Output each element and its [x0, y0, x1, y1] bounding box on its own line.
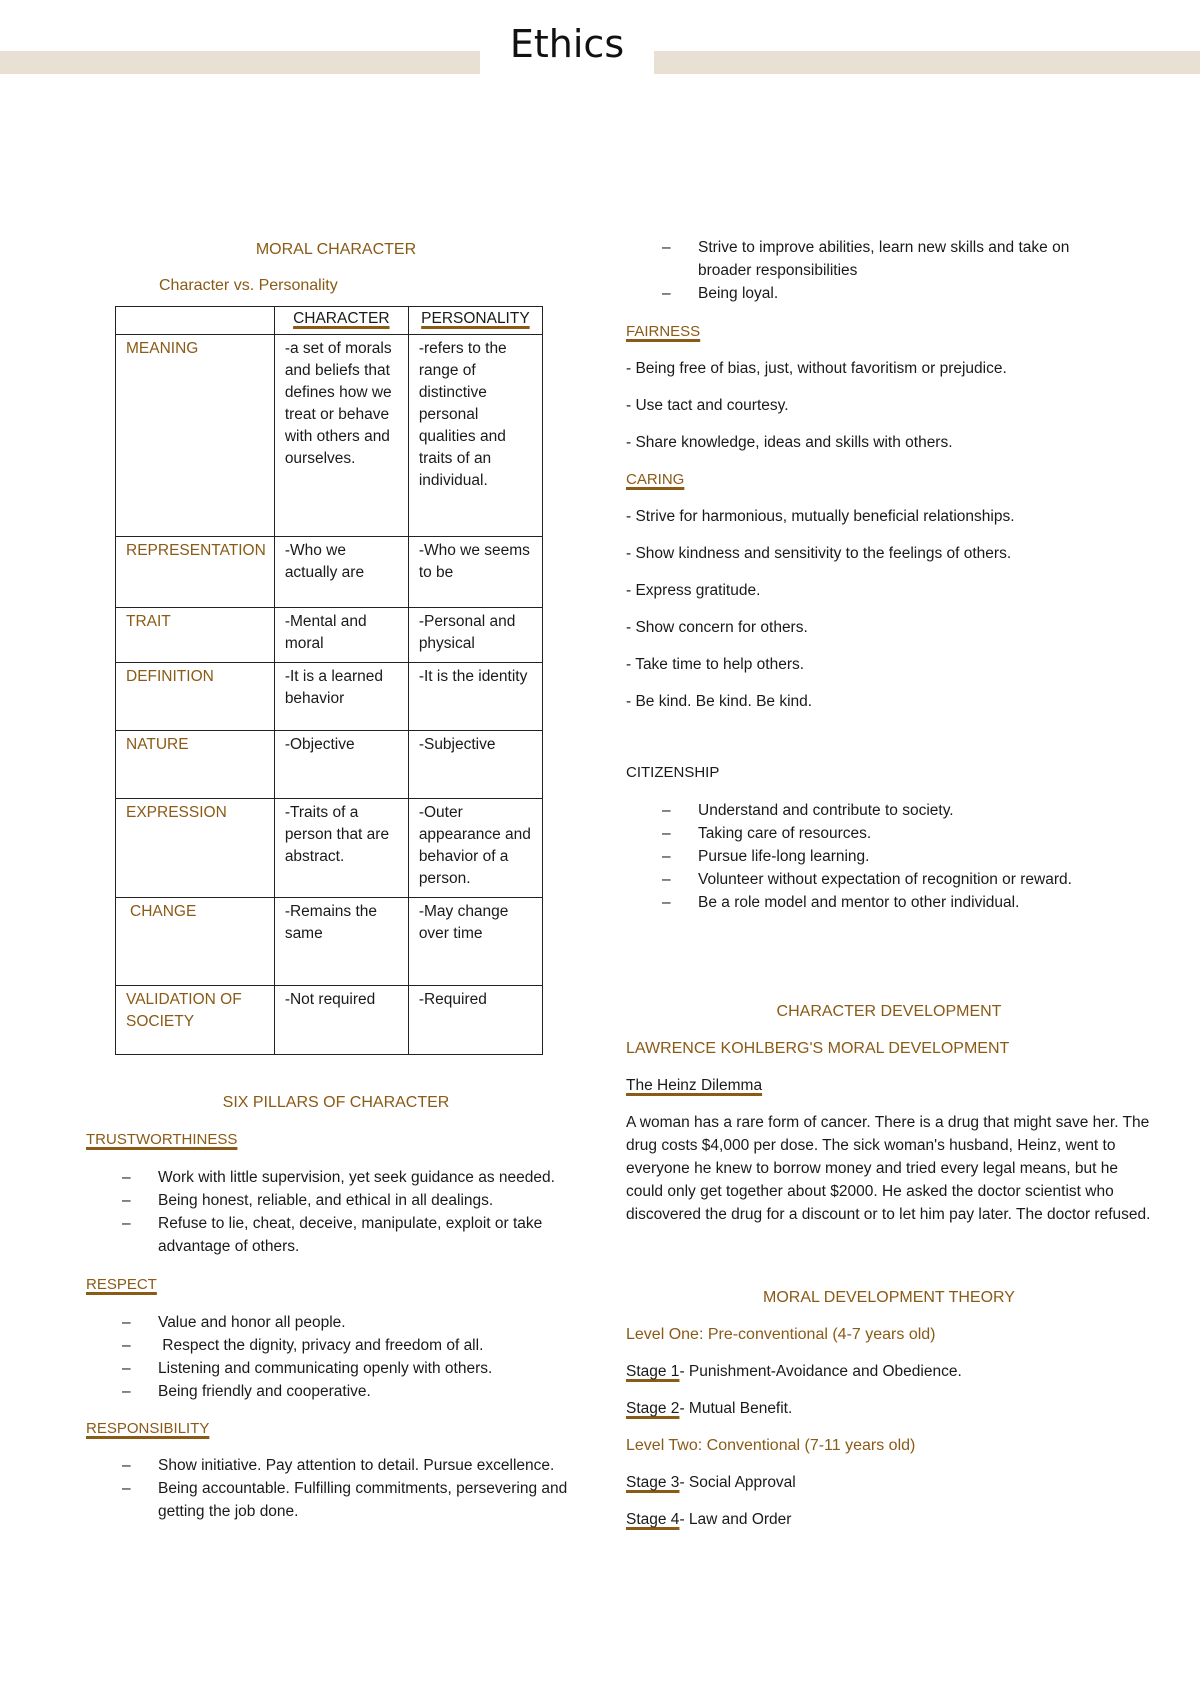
caring-item: - Be kind. Be kind. Be kind.	[626, 693, 813, 710]
table-row	[116, 608, 543, 663]
table-header-personality: PERSONALITY	[408, 307, 542, 335]
table-row	[116, 799, 543, 898]
fairness-heading: FAIRNESS	[626, 323, 701, 340]
row-label: MEANING	[116, 335, 275, 537]
stage-2-label: Stage 2	[626, 1400, 680, 1417]
fairness-item: - Use tact and courtesy.	[626, 397, 789, 414]
level-two-heading: Level Two: Conventional (7-11 years old)	[626, 1437, 916, 1454]
table-row	[116, 663, 543, 731]
table-header-empty	[116, 307, 275, 335]
caring-item: - Express gratitude.	[626, 582, 761, 599]
moral-development-theory-heading: MORAL DEVELOPMENT THEORY	[763, 1289, 1015, 1306]
list-item: – Being loyal.	[662, 285, 779, 302]
table-row	[116, 335, 543, 537]
table-row	[116, 986, 543, 1055]
list-item: – Work with little supervision, yet seek guidance as needed.	[122, 1169, 555, 1186]
list-item: – Refuse to lie, cheat, deceive, manipulate, exploit or take advantage of others.	[122, 1215, 543, 1255]
list-item: – Be a role model and mentor to other individual.	[662, 894, 1020, 911]
character-development-heading: CHARACTER DEVELOPMENT	[776, 1003, 1002, 1020]
table-header-row	[116, 307, 543, 335]
comparison-table	[115, 306, 543, 1055]
trustworthiness-heading: TRUSTWORTHINESS	[86, 1131, 238, 1148]
personality-cell: -Who we seems to be	[408, 537, 542, 608]
list-item: – Show initiative. Pay attention to detail. Pursue excellence.	[122, 1457, 555, 1474]
list-item: – Understand and contribute to society.	[662, 802, 954, 819]
character-vs-personality-heading: Character vs. Personality	[159, 277, 338, 294]
fairness-item: - Being free of bias, just, without favoritism or prejudice.	[626, 360, 1007, 377]
personality-cell: -Personal and physical	[408, 608, 542, 663]
table-header-character: CHARACTER	[274, 307, 408, 335]
caring-heading: CARING	[626, 471, 685, 488]
list-item: – Taking care of resources.	[662, 825, 872, 842]
heinz-dilemma-heading: The Heinz Dilemma	[626, 1077, 763, 1094]
list-item: – Being friendly and cooperative.	[122, 1383, 371, 1400]
stage-4	[626, 1508, 1156, 1531]
row-label: DEFINITION	[116, 663, 275, 731]
page-title: Ethics	[509, 22, 625, 66]
row-label: VALIDATION OF SOCIETY	[116, 986, 275, 1055]
character-cell: -Traits of a person that are abstract.	[274, 799, 408, 898]
respect-heading: RESPECT	[86, 1276, 157, 1293]
row-label: NATURE	[116, 731, 275, 799]
stage-4-label: Stage 4	[626, 1511, 680, 1528]
table-row	[116, 537, 543, 608]
stage-3-label: Stage 3	[626, 1474, 680, 1491]
character-cell: -a set of morals and beliefs that defines how we treat or behave with others and ourselves.	[274, 335, 408, 537]
citizenship-list	[626, 799, 1156, 914]
trustworthiness-list	[86, 1166, 586, 1258]
character-cell: -Objective	[274, 731, 408, 799]
caring-item: - Show concern for others.	[626, 619, 808, 636]
list-item: – Listening and communicating openly with others.	[122, 1360, 493, 1377]
title-bar-right	[654, 51, 1200, 74]
heinz-dilemma-text: A woman has a rare form of cancer. There is a drug that might save her. The drug costs $4,000 per dose. The sick woman's husband, Heinz, went to everyone he knew to borrow money and tried every legal means, but he could only get together about $2000. He asked the doctor scientist who discovered the drug for a discount or to let him pay later. The doctor refused.	[626, 1114, 1151, 1223]
personality-cell: -Required	[408, 986, 542, 1055]
responsibility-continued-list	[626, 236, 1106, 305]
personality-cell: -Outer appearance and behavior of a person.	[408, 799, 542, 898]
stage-1-label: Stage 1	[626, 1363, 680, 1380]
personality-cell: -May change over time	[408, 898, 542, 986]
citizenship-heading: CITIZENSHIP	[626, 764, 720, 781]
level-one-heading: Level One: Pre-conventional (4-7 years old)	[626, 1326, 936, 1343]
respect-list	[86, 1311, 586, 1403]
stage-2	[626, 1397, 1156, 1420]
moral-character-heading: MORAL CHARACTER	[255, 241, 417, 258]
stage-2-text: - Mutual Benefit.	[679, 1400, 793, 1417]
table-row	[116, 898, 543, 986]
kohlberg-heading: LAWRENCE KOHLBERG'S MORAL DEVELOPMENT	[626, 1040, 1010, 1057]
responsibility-list	[86, 1454, 586, 1523]
caring-item: - Take time to help others.	[626, 656, 805, 673]
row-label: REPRESENTATION	[116, 537, 275, 608]
character-cell: -It is a learned behavior	[274, 663, 408, 731]
character-cell: -Who we actually are	[274, 537, 408, 608]
stage-1-text: - Punishment-Avoidance and Obedience.	[679, 1363, 962, 1380]
personality-cell: -It is the identity	[408, 663, 542, 731]
list-item: – Pursue life-long learning.	[662, 848, 870, 865]
caring-item: - Show kindness and sensitivity to the feelings of others.	[626, 545, 1012, 562]
right-column	[626, 236, 1156, 1531]
character-cell: -Not required	[274, 986, 408, 1055]
table-row	[116, 731, 543, 799]
character-cell: -Mental and moral	[274, 608, 408, 663]
list-item: – Strive to improve abilities, learn new skills and take on broader responsibilities	[662, 239, 1070, 279]
row-label: TRAIT	[116, 608, 275, 663]
list-item: – Being honest, reliable, and ethical in all dealings.	[122, 1192, 494, 1209]
stage-3-text: - Social Approval	[679, 1474, 796, 1491]
title-bar-left	[0, 51, 480, 74]
list-item: – Value and honor all people.	[122, 1314, 346, 1331]
fairness-item: - Share knowledge, ideas and skills with others.	[626, 434, 953, 451]
list-item: – Respect the dignity, privacy and freedom of all.	[122, 1337, 484, 1354]
caring-item: - Strive for harmonious, mutually beneficial relationships.	[626, 508, 1015, 525]
left-column	[86, 238, 586, 1523]
row-label: CHANGE	[116, 898, 275, 986]
list-item: – Volunteer without expectation of recognition or reward.	[662, 871, 1072, 888]
row-label: EXPRESSION	[116, 799, 275, 898]
list-item: – Being accountable. Fulfilling commitments, persevering and getting the job done.	[122, 1480, 568, 1520]
stage-4-text: - Law and Order	[679, 1511, 792, 1528]
stage-1	[626, 1360, 1156, 1383]
personality-cell: -refers to the range of distinctive personal qualities and traits of an individual.	[408, 335, 542, 537]
stage-3	[626, 1471, 1156, 1494]
responsibility-heading: RESPONSIBILITY	[86, 1420, 210, 1437]
character-cell: -Remains the same	[274, 898, 408, 986]
six-pillars-heading: SIX PILLARS OF CHARACTER	[222, 1094, 450, 1111]
personality-cell: -Subjective	[408, 731, 542, 799]
